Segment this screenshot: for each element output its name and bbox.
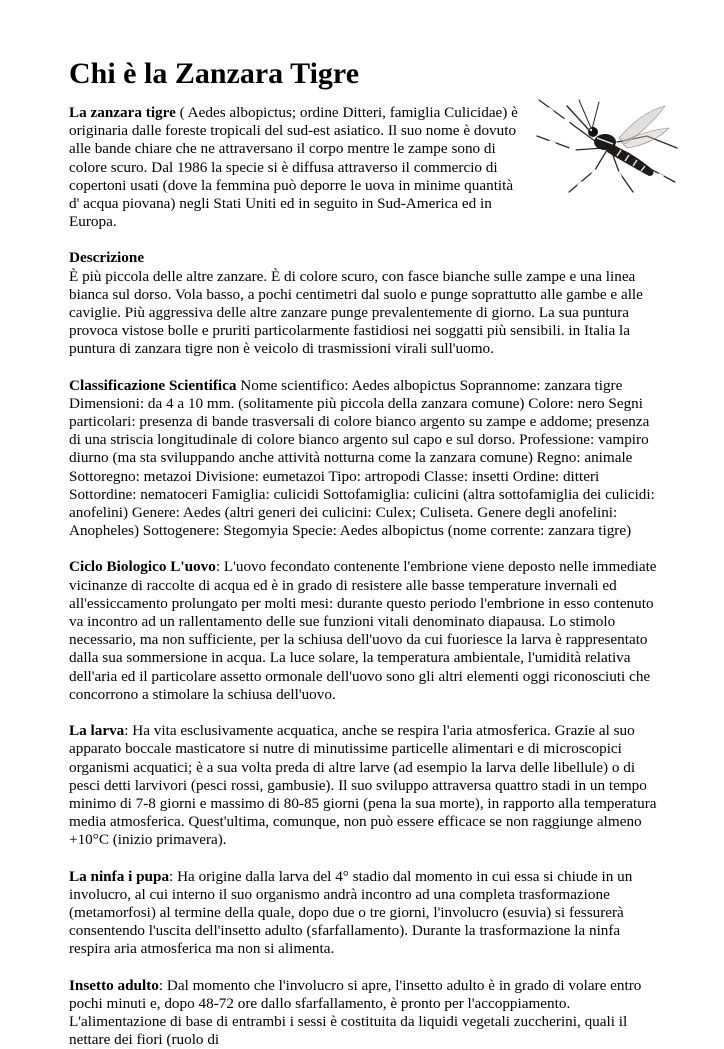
ninfa-heading: La ninfa i pupa (69, 867, 170, 885)
ninfa-paragraph (69, 868, 659, 959)
adulto-paragraph (69, 977, 659, 1049)
section-ciclo (69, 558, 659, 704)
ciclo-text: : L'uovo fecondato contenente l'embrione viene deposto nelle immediate vicinanze di raccolte di acqua ed è in grado di resistere alle basse temperature invernali ed all'essiccamento prolungato per molti mesi: durante questo periodo l'embrione in esso contenuto va incontro ad un rallentamento delle sue funzioni vitali denominato diapausa. Lo stimolo necessario, ma non sufficiente, per la schiusa dell'uovo da cui fuoriesce la larva è rappresentato dalla sua sommersione in acqua. La luce solare, la temperatura ambientale, l'umidità relativa dell'aria ed il particolare assetto ormonale dell'uovo sono gli altri elementi oggi riconosciuti che concorrono a stimolare la schiusa dell'uovo. (69, 558, 657, 703)
classificazione-heading: Classificazione Scientifica (69, 376, 237, 394)
ninfa-text: : Ha origine dalla larva del 4° stadio dal momento in cui essa si chiude in un involucro, al cui interno il suo organismo andrà incontro ad una completa trasformazione (metamorfosi) al termine della quale, dopo due o tre giorni, l'involucro (esuvia) si fessurerà consentendo l'uscita dell'insetto adulto (sfarfallamento). Durante la trasformazione la ninfa respira aria atmosferica ma non si alimenta. (69, 867, 633, 958)
section-adulto (69, 977, 659, 1049)
descrizione-heading: Descrizione (69, 249, 145, 267)
adulto-heading: Insetto adulto (69, 976, 159, 994)
intro-section (69, 104, 659, 231)
section-larva (69, 722, 659, 849)
descrizione-text: È più piccola delle altre zanzare. È di colore scuro, con fasce bianche sulle zampe e una linea bianca sul dorso. Vola basso, a pochi centimetri dal suolo e punge soprattutto alle gambe e alle caviglie. Più aggressiva delle altre zanzare punge prevalentemente di giorno. La sua puntura provoca vistose bolle e pruriti particolarmente fastidiosi nei soggatti più sensibili. in Italia la puntura di zanzara tigre non è veicolo di trasmissioni virali sull'uomo. (69, 267, 643, 358)
ciclo-paragraph (69, 558, 659, 704)
classificazione-paragraph (69, 377, 659, 541)
intro-lead: La zanzara tigre (69, 104, 176, 121)
larva-text: : Ha vita esclusivamente acquatica, anche se respira l'aria atmosferica. Grazie al suo apparato boccale masticatore si nutre di minutissime particelle alimentari e di microscopici organismi acquatici; è a sua volta preda di altre larve (ad esempio la larva delle libellule) o di pesci detti larvivori (pesci rossi, gambusie). Il suo sviluppo attraversa quattro stadi in un tempo minimo di 7-8 giorni e massimo di 80-85 giorni (pena la sua morte), in rapporto alla temperatura media atmosferica. Quest'ultima, comunque, non può essere efficace se non raggiunge almeno +10°C (inizio primavera). (69, 722, 657, 849)
section-classificazione (69, 377, 659, 541)
larva-paragraph (69, 722, 659, 849)
document-page (69, 54, 659, 1049)
adulto-text: : Dal momento che l'involucro si apre, l'insetto adulto è in grado di volare entro pochi minuti e, dopo 48-72 ore dallo sfarfallamento, è pronto per l'accoppiamento. L'alimentazione di base di entrambi i sessi è costituita da liquidi vegetali zuccherini, quali il nettare dei fiori (ruolo di (69, 976, 642, 1049)
page-title: Chi è la Zanzara Tigre (69, 57, 360, 90)
intro-paragraph (69, 104, 521, 231)
section-ninfa (69, 868, 659, 959)
intro-text: ( Aedes albopictus; ordine Ditteri, famiglia Culicidae) è originaria dalle foreste tropicali del sud-est asiatico. Il suo nome è dovuto alle bande chiare che ne attraversano il corpo mentre le zampe sono di colore scuro. Dal 1986 la specie si è diffusa attraverso il commercio di copertoni usati (dove la femmina può deporre le uova in minime quantità d' acqua piovana) negli Stati Uniti ed in seguito in Sud-America ed in Europa. (69, 104, 518, 231)
larva-heading: La larva (69, 722, 125, 740)
section-descrizione (69, 249, 659, 358)
mosquito-illustration (529, 92, 679, 196)
classificazione-text: Nome scientifico: Aedes albopictus Soprannome: zanzara tigre Dimensioni: da 4 a 10 mm. (solitamente più piccola della zanzara comune) Colore: nero Segni particolari: presenza di bande trasversali di colore bianco argento su zampe e addome; presenza di una striscia longitudinale di colore bianco argento sul capo e sul dorso. Professione: vampiro diurno (ma sta sviluppando anche attività notturna come la zanzara comune) Regno: animale Sottoregno: metazoi Divisione: eumetazoi Tipo: artropodi Classe: insetti Ordine: ditteri Sottordine: nematoceri Famiglia: culicidi Sottofamiglia: culicini (altra sottofamiglia dei culicidi: anofelini) Genere: Aedes (altri generi dei culicini: Culex; Culiseta. Genere degli anofelini: Anopheles) Sottogenere: Stegomyia Specie: Aedes albopictus (nome corrente: zanzara tigre) (69, 376, 655, 540)
ciclo-heading: Ciclo Biologico L'uovo (69, 558, 216, 576)
descrizione-paragraph (69, 249, 659, 358)
